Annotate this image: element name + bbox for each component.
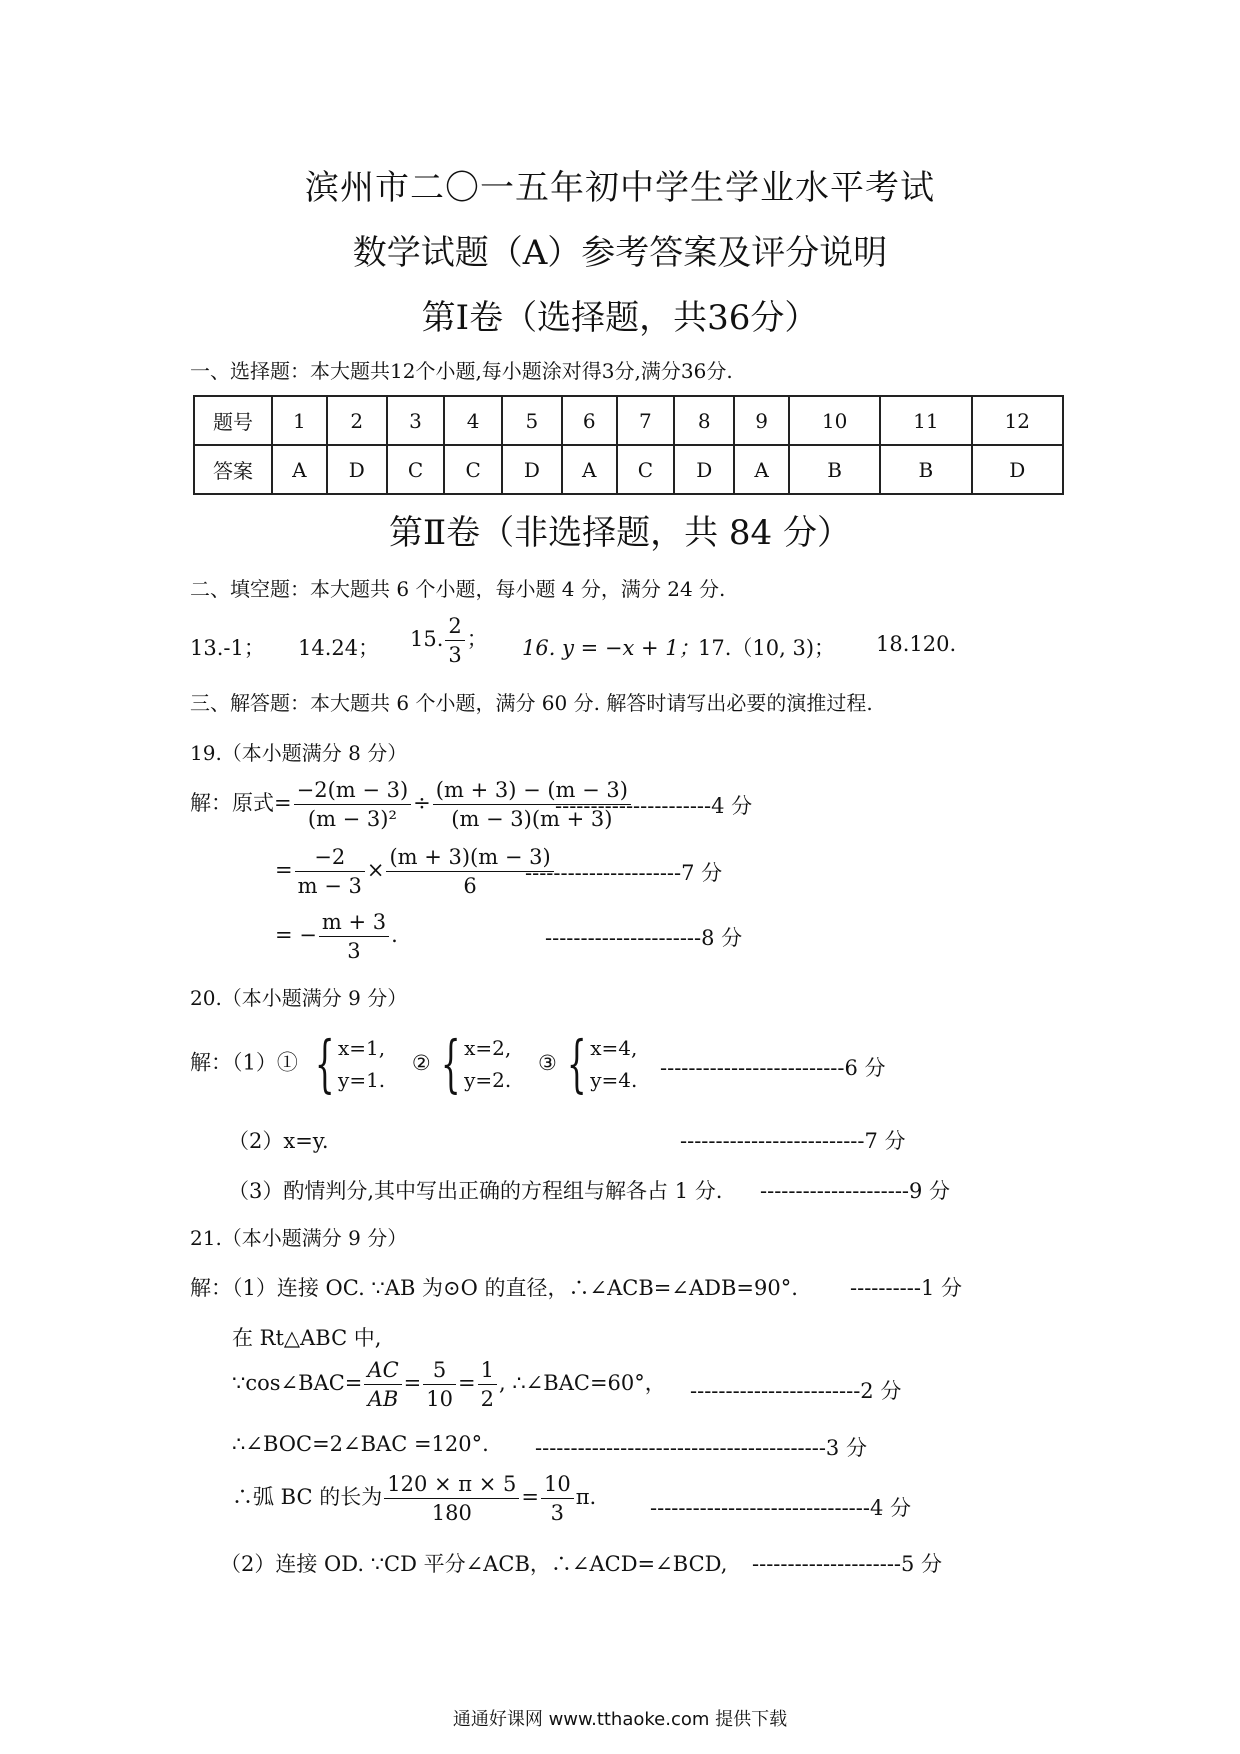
- q19-heading: 19.（本小题满分 8 分）: [190, 741, 408, 765]
- table-row-numbers: [194, 396, 1063, 445]
- table-cell-number: 3: [387, 396, 445, 445]
- table-cell-answer: C: [444, 445, 502, 494]
- table-cell-number: 2: [327, 396, 387, 445]
- q21-line1: 解：（1）连接 OC. ∵AB 为⊙O 的直径，∴∠ACB=∠ADB=90°.: [190, 1276, 798, 1300]
- fraction: $\frac{120 \times \pi \times 5}{180}$: [384, 1472, 519, 1525]
- fraction: $\frac{-2}{m - 3}$: [295, 845, 365, 898]
- equation-system: x=4, y=4.: [590, 1036, 638, 1092]
- part2-title: 第Ⅱ卷（非选择题，共 84 分）: [389, 513, 851, 553]
- q20-score1: --------------------------6 分: [660, 1056, 886, 1080]
- fraction: $\frac{m + 3}{3}$: [319, 910, 389, 963]
- table-cell-answer: C: [387, 445, 445, 494]
- table-cell-number: 12: [972, 396, 1063, 445]
- fraction: $\frac{(m + 3) - (m - 3)}{(m - 3)(m + 3)}$: [433, 778, 631, 831]
- table-cell-answer: A: [272, 445, 327, 494]
- q19-step3: = − $\frac{m + 3}{3}$ .: [275, 910, 398, 963]
- table-cell-answer: A: [734, 445, 789, 494]
- equation-system: x=1, y=1.: [338, 1036, 386, 1092]
- q20-score2: --------------------------7 分: [680, 1129, 906, 1153]
- fraction: $\frac{1}{2}$: [478, 1358, 497, 1411]
- table-cell-answer: A: [562, 445, 617, 494]
- part1-title: 第Ⅰ卷（选择题，共36分）: [421, 298, 819, 338]
- fill-instruction: 二、填空题：本大题共 6 个小题，每小题 4 分，满分 24 分.: [190, 577, 726, 601]
- q20-heading: 20.（本小题满分 9 分）: [190, 986, 408, 1010]
- table-cell-number: 6: [562, 396, 617, 445]
- fraction: $\frac{2}{3}$: [445, 614, 464, 667]
- table-cell-number: 1: [272, 396, 327, 445]
- solve-instruction: 三、解答题：本大题共 6 个小题，满分 60 分. 解答时请写出必要的演推过程.: [190, 691, 873, 715]
- q19-score2: ----------------------7 分: [525, 861, 723, 885]
- table-cell-answer: D: [674, 445, 734, 494]
- table-cell-number: 4: [444, 396, 502, 445]
- q20-score3: ---------------------9 分: [760, 1179, 951, 1203]
- q21-line6: （2）连接 OD. ∵CD 平分∠ACB，∴∠ACD=∠BCD,: [220, 1552, 728, 1576]
- answer-16: 16. y = −x + 1；: [522, 636, 700, 660]
- table-cell-answer: D: [502, 445, 562, 494]
- q20-part3: （3）酌情判分,其中写出正确的方程组与解各占 1 分.: [228, 1179, 723, 1203]
- answer-table: [193, 395, 1064, 495]
- answer-17: 17.（10, 3)；: [698, 636, 836, 660]
- q21-score5: ---------------------5 分: [752, 1552, 943, 1576]
- footer-credit: 通通好课网 www.tthaoke.com 提供下载: [452, 1709, 788, 1730]
- table-cell-number: 10: [789, 396, 880, 445]
- q19-score3: ----------------------8 分: [545, 926, 743, 950]
- q21-heading: 21.（本小题满分 9 分）: [190, 1226, 408, 1250]
- table-cell-answer: D: [327, 445, 387, 494]
- answer-14: 14.24；: [298, 636, 380, 660]
- table-cell-number: 7: [617, 396, 675, 445]
- table-cell-answer: D: [972, 445, 1063, 494]
- fraction: $\frac{(m + 3)(m - 3)}{6}$: [386, 845, 553, 898]
- answer-18: 18.120.: [876, 632, 957, 656]
- part1-instruction: 一、选择题：本大题共12个小题,每小题涂对得3分,满分36分.: [190, 359, 733, 383]
- q21-line3: ∵cos∠BAC= $\frac{AC}{AB}$ = $\frac{5}{10}$ = $\frac{1}{2}$ , ∴∠BAC=60°，: [232, 1358, 666, 1411]
- exam-title: 滨州市二〇一五年初中学生学业水平考试: [305, 168, 935, 208]
- fraction: $\frac{5}{10}$: [423, 1358, 456, 1411]
- table-label-number: 题号: [194, 396, 272, 445]
- answer-15-number: 15.: [410, 627, 444, 651]
- q21-score2: ------------------------2 分: [690, 1379, 902, 1403]
- table-cell-answer: B: [880, 445, 971, 494]
- q21-line4: ∴∠BOC=2∠BAC =120°.: [232, 1432, 489, 1456]
- table-cell-answer: C: [617, 445, 675, 494]
- q20-part2: （2）x=y.: [228, 1129, 329, 1153]
- q20-part1: 解：（1）① { x=1, y=1. ② { x=2, y=2. ③ { x=4, y=4.: [190, 1027, 638, 1100]
- fraction: $\frac{-2(m - 3)}{\text{(m − 3)²}}$: [294, 778, 412, 831]
- q19-score1: ----------------------4 分: [555, 794, 753, 818]
- table-cell-answer: B: [789, 445, 880, 494]
- q21-line5: ∴弧 BC 的长为 $\frac{120 \times \pi \times 5}{180}$ = $\frac{10}{3}$ π.: [232, 1472, 597, 1525]
- q21-score4: -------------------------------4 分: [650, 1496, 912, 1520]
- table-row-answers: [194, 445, 1063, 494]
- equation-system: x=2, y=2.: [464, 1036, 512, 1092]
- table-cell-number: 8: [674, 396, 734, 445]
- q19-step1: 解：原式= $\frac{-2(m - 3)}{\text{(m − 3)²}}$ ÷ $\frac{(m + 3) - (m - 3)}{(m - 3)(m + 3)}$: [190, 778, 633, 831]
- q21-score3: -----------------------------------------3 分: [535, 1436, 867, 1460]
- fraction: $\frac{AC}{AB}$: [364, 1358, 401, 1411]
- q21-line2: 在 Rt△ABC 中,: [232, 1326, 382, 1350]
- answer-13: 13.-1；: [190, 636, 265, 660]
- q19-step2: = $\frac{-2}{m - 3}$ × $\frac{(m + 3)(m - 3)}{6}$: [275, 845, 556, 898]
- fraction: $\frac{10}{3}$: [541, 1472, 574, 1525]
- table-label-answer: 答案: [194, 445, 272, 494]
- table-cell-number: 9: [734, 396, 789, 445]
- table-cell-number: 5: [502, 396, 562, 445]
- q21-score1: ----------1 分: [850, 1276, 962, 1300]
- answer-key-title: 数学试题（A）参考答案及评分说明: [352, 233, 888, 273]
- table-cell-number: 11: [880, 396, 971, 445]
- answer-15: 15. $\frac{2}{3}$ ；: [410, 614, 488, 667]
